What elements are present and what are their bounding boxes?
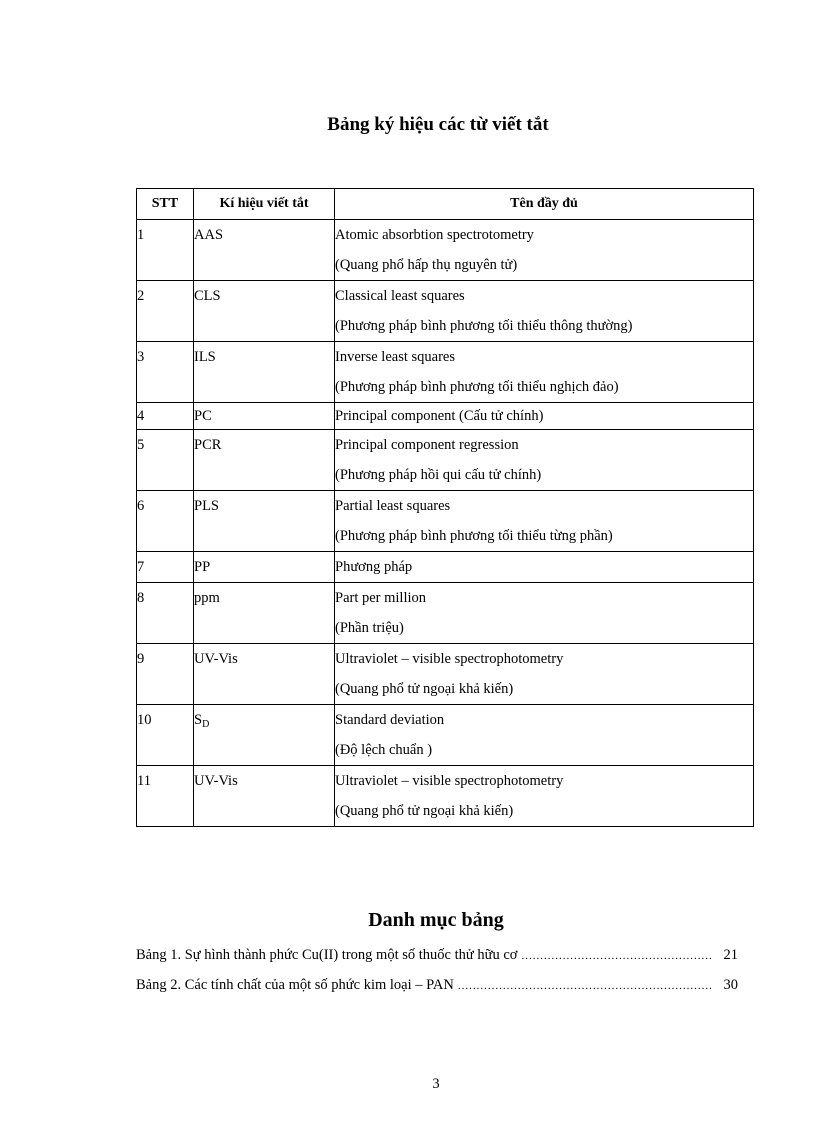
row-number: 9 (137, 644, 194, 705)
table-row (137, 430, 754, 491)
row-full-name (335, 220, 754, 281)
full-name-text: Inverse least squares (335, 349, 455, 365)
full-name-text: Phương pháp (335, 559, 413, 575)
row-full-name (335, 552, 754, 583)
row-full-name (335, 342, 754, 403)
abbreviation-subscript: D (202, 719, 210, 730)
full-name-text: Partial least squares (335, 498, 451, 514)
full-name-text: Principal component (Cấu tử chính) (335, 408, 544, 424)
row-number: 3 (137, 342, 194, 403)
row-number: 7 (137, 552, 194, 583)
page-number: 3 (432, 1076, 440, 1092)
table-row (137, 342, 754, 403)
table-row (137, 220, 754, 281)
table-row (137, 644, 754, 705)
row-abbreviation: AAS (194, 220, 335, 281)
toc-entry-page: 21 (723, 947, 738, 963)
full-name-text: Atomic absorbtion spectrotometry (335, 227, 534, 243)
toc-leader-dots (521, 950, 712, 962)
full-name-text: Standard deviation (335, 712, 445, 728)
full-name-note: (Phương pháp hồi qui cấu tử chính) (335, 467, 542, 483)
row-full-name (335, 491, 754, 552)
full-name-text: Principal component regression (335, 437, 519, 453)
toc-leader-dots (458, 980, 712, 992)
table-row (137, 281, 754, 342)
header-abbreviation: Kí hiệu viết tắt (194, 189, 335, 220)
table-row (137, 705, 754, 766)
header-full-name: Tên đầy đủ (335, 189, 754, 220)
row-number: 4 (137, 403, 194, 430)
full-name-note: (Phần triệu) (335, 620, 404, 636)
row-abbreviation: UV-Vis (194, 766, 335, 827)
row-abbreviation (194, 705, 335, 766)
row-number: 2 (137, 281, 194, 342)
toc-entry[interactable] (136, 977, 738, 994)
abbreviation-main: S (194, 712, 203, 728)
table-row (137, 491, 754, 552)
toc-entry-label: Bảng 1. Sự hình thành phức Cu(II) trong một số thuốc thử hữu cơ (136, 947, 518, 963)
toc-entry-label: Bảng 2. Các tính chất của một số phức kim loại – PAN (136, 977, 454, 993)
table-row (137, 766, 754, 827)
row-full-name (335, 766, 754, 827)
row-number: 10 (137, 705, 194, 766)
row-abbreviation: PCR (194, 430, 335, 491)
full-name-note: (Độ lệch chuẩn ) (335, 742, 433, 758)
row-abbreviation: CLS (194, 281, 335, 342)
table-row (137, 552, 754, 583)
table-row (137, 403, 754, 430)
row-abbreviation: PC (194, 403, 335, 430)
table-row (137, 583, 754, 644)
table-header-row (137, 189, 754, 220)
full-name-text: Ultraviolet – visible spectrophotometry (335, 651, 564, 667)
full-name-note: (Phương pháp bình phương tối thiểu thông thường) (335, 318, 633, 334)
row-full-name (335, 403, 754, 430)
row-full-name (335, 583, 754, 644)
row-full-name (335, 644, 754, 705)
full-name-note: (Phương pháp bình phương tối thiểu từng phần) (335, 528, 613, 544)
full-name-text: Ultraviolet – visible spectrophotometry (335, 773, 564, 789)
abbreviation-table (136, 188, 754, 827)
table-list-heading: Danh mục bảng (368, 909, 504, 931)
toc-entry[interactable] (136, 947, 738, 964)
full-name-note: (Quang phổ tử ngoại khả kiến) (335, 681, 514, 697)
full-name-text: Part per million (335, 590, 427, 606)
row-abbreviation: PP (194, 552, 335, 583)
row-full-name (335, 430, 754, 491)
full-name-note: (Phương pháp bình phương tối thiểu nghịch đảo) (335, 379, 619, 395)
header-stt: STT (137, 189, 194, 220)
row-abbreviation: UV-Vis (194, 644, 335, 705)
row-number: 8 (137, 583, 194, 644)
row-full-name (335, 281, 754, 342)
page-title: Bảng ký hiệu các từ viết tắt (327, 114, 549, 135)
full-name-note: (Quang phổ hấp thụ nguyên tử) (335, 257, 518, 273)
row-number: 1 (137, 220, 194, 281)
row-abbreviation: PLS (194, 491, 335, 552)
row-number: 5 (137, 430, 194, 491)
row-abbreviation: ppm (194, 583, 335, 644)
full-name-note: (Quang phổ tử ngoại khả kiến) (335, 803, 514, 819)
row-full-name (335, 705, 754, 766)
row-number: 11 (137, 766, 194, 827)
full-name-text: Classical least squares (335, 288, 465, 304)
row-number: 6 (137, 491, 194, 552)
toc-entry-page: 30 (723, 977, 738, 993)
row-abbreviation: ILS (194, 342, 335, 403)
